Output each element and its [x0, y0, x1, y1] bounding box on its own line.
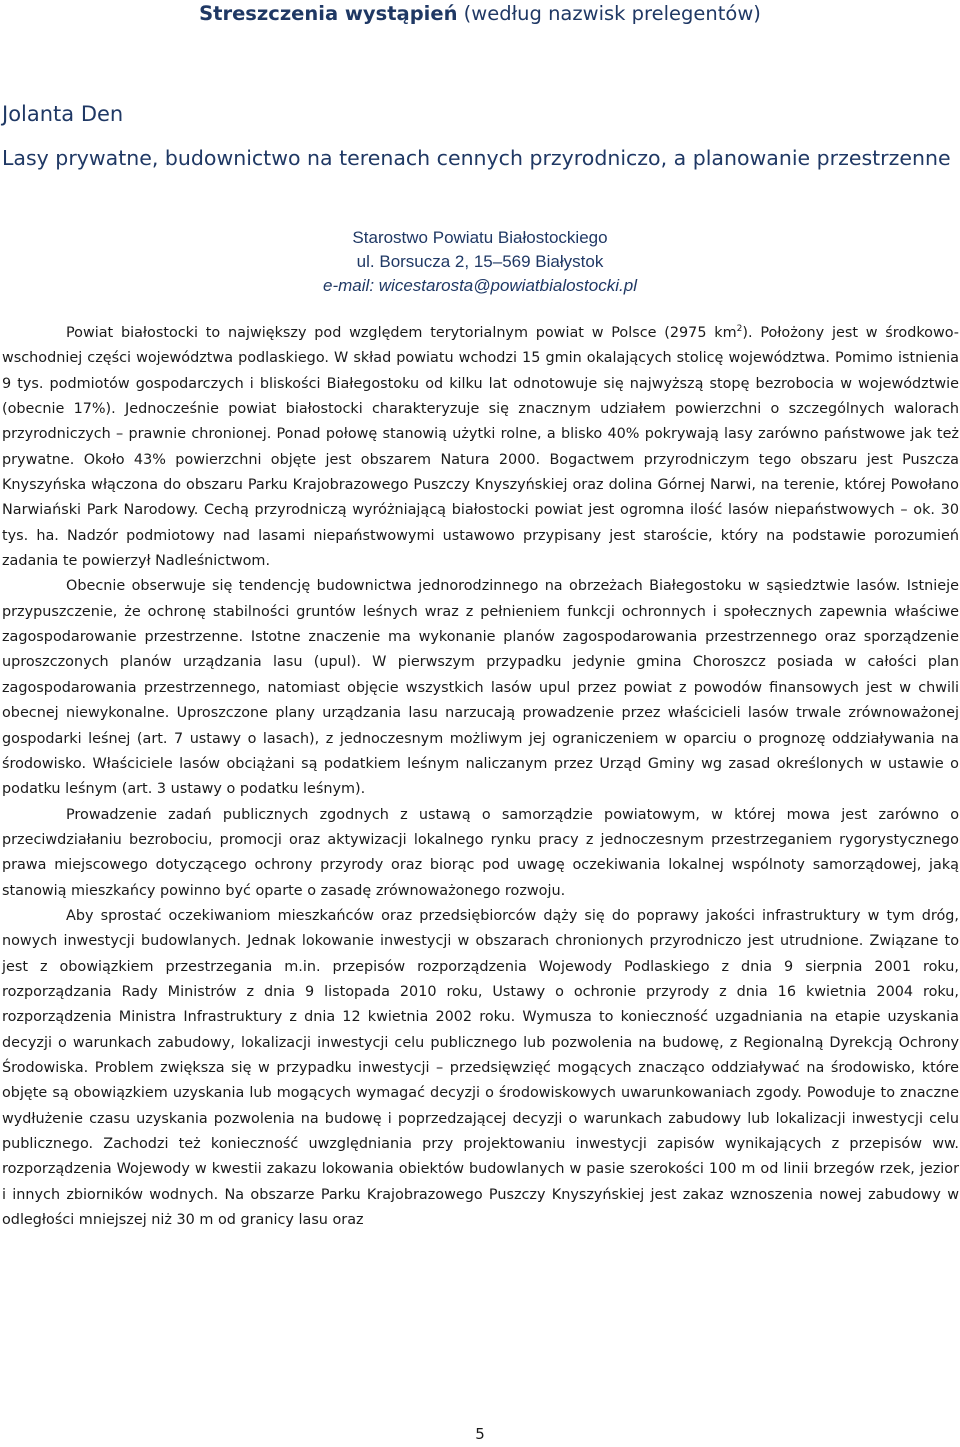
affiliation-address: ul. Borsucza 2, 15–569 Białystok: [356, 252, 604, 271]
page-number: 5: [475, 1425, 485, 1443]
section-heading-rest: (według nazwisk prelegentów): [457, 2, 761, 25]
paragraph-3: Prowadzenie zadań publicznych zgodnych z ustawą o samorządzie powiatowym, w której mowa jest zarówno o przeciwdziałaniu bezrobociu, promocji oraz aktywizacji lokalnego rynku pracy z jednoczesnym przestrzeganiem rygorystycznego prawa miejscowego dotyczącego ochrony przyrody oraz biorąc pod uwagę oczekiwania lokalnej wspólnoty samorządowej, jaką stanowią mieszkańcy powinno być oparte o zasadę zrównoważonego rozwoju.: [2, 806, 959, 899]
paragraph-1-text-a: Powiat białostocki to największy pod względem terytorialnym powiat w Polsce (2975 km: [66, 325, 737, 341]
paragraph-4: Aby sprostać oczekiwaniom mieszkańców oraz przedsiębiorców dąży się do poprawy jakości infrastruktury w tym dróg, nowych inwestycji budowlanych. Jednak lokowanie inwestycji w obszarach chronionych przyrodniczo jest utrudnione. Związane to jest z obowiązkiem przestrzegania m.in. przepisów rozporządzenia Wojewody Podlaskiego z dnia 9 sierpnia 2001 roku, rozporządzania Rady Ministrów z dnia 9 listopada 2010 roku, Ustawy o ochronie przyrody z dnia 16 kwietnia 2004 roku, rozporządzenia Ministra Infrastruktury z dnia 12 kwietnia 2002 roku. Wymusza to konieczność uzgadniania na etapie uzyskania decyzji o warunkach zabudowy, lokalizacji inwestycji celu publicznego lub pozwolenia na budowę, z Regionalną Dyrekcją Ochrony Środowiska. Problem zwiększa się w przypadku inwestycji – przedsięwzięć mogących znacząco oddziaływać na środowisko, które objęte są obowiązkiem uzyskania lub mogących wymagać decyzji o środowiskowych uwarunkowaniach zgody. Powoduje to znaczne wydłużenie czasu uzyskania pozwolenia na budowę i poprzedzającej decyzji o warunkach zabudowy lub lokalizacji inwestycji celu publicznego. Zachodzi też konieczność uwzględniania przy projektowaniu inwestycji zapisów wynikających z przepisów ww. rozporządzenia Wojewody w kwestii zakazu lokowania obiektów budowlanych w pasie szerokości 100 m od linii brzegów rzek, jezior i innych zbiorników wodnych. Na obszarze Parku Krajobrazowego Puszczy Knyszyńskiej jest zakaz wznoszenia nowej zabudowy w odległości mniejszej niż 30 m od granicy lasu oraz: [2, 907, 959, 1229]
affiliation-email: e-mail: wicestarosta@powiatbialostocki.pl: [323, 276, 637, 295]
section-heading-bold: Streszczenia wystąpień: [199, 2, 458, 25]
affiliation-block: [0, 226, 960, 298]
superscript-2: 2: [736, 324, 743, 335]
section-heading: [0, 2, 960, 26]
paragraph-1-text-b: ). Położony jest w środkowo-wschodniej części województwa podlaskiego. W skład powiatu wchodzi 15 gmin okalających stolicę województwa. Pomimo istnienia 9 tys. podmiotów gospodarczych i bliskości Białegostoku od kilku lat odnotowuje się najwyższą stopę bezrobocia w województwie (obecnie 17%). Jednocześnie powiat białostocki charakteryzuje się znacznym udziałem powierzchni o szczególnych walorach przyrodniczych – prawnie chronionej. Ponad połowę stanowią użytki rolne, a blisko 40% pokrywają lasy zarówno państwowe jak też prywatne. Około 43% powierzchni objęte jest obszarem Natura 2000. Bogactwem przyrodniczym tego obszaru jest Puszcza Knyszyńska włączona do obszaru Parku Krajobrazowego Puszczy Knyszyńskiej oraz dolina Górnej Narwi, na terenie, której Powołano Narwiański Park Narodowy. Cechą przyrodniczą wyróżniającą białostocki powiat jest ogromna ilość lasów niepaństwowych – ok. 30 tys. ha. Nadzór podmiotowy nad lasami niepaństwowymi ustawowo przypisany jest staroście, który na podstawie porozumień zadania te powierzył Nadleśnictwom.: [2, 325, 959, 570]
talk-title: Lasy prywatne, budownictwo na terenach cennych przyrodniczo, a planowanie przestrzenne: [2, 146, 951, 170]
paragraph-2: Obecnie obserwuje się tendencję budownictwa jednorodzinnego na obrzeżach Białegostoku w sąsiedztwie lasów. Istnieje przypuszczenie, że ochronę stabilności gruntów leśnych wraz z pełnieniem funkcji ochronnych i społecznych zapewnia właściwe zagospodarowanie przestrzenne. Istotne znaczenie ma wykonanie planów zagospodarowania przestrzennego oraz sporządzenie uproszczonych planów urządzania lasu (upul). W pierwszym przypadku jedynie gmina Choroszcz posiada w całości plan zagospodarowania przestrzennego, natomiast objęcie wszystkich lasów upul przez powiat z powodów finansowych jest w chwili obecnej niewykonalne. Uproszczone plany urządzania lasu narzucają prowadzenie przez właścicieli lasów trwale zrównoważonej gospodarki leśnej (art. 7 ustawy o lasach), z jednoczesnym możliwym jej ograniczeniem w oparciu o prognozę oddziaływania na środowisko. Właściciele lasów obciążani są podatkiem leśnym naliczanym przez Urząd Gminy wg zasad określonych w ustawie o podatku leśnym (art. 3 ustawy o podatku leśnym).: [2, 578, 959, 798]
abstract-body: [2, 321, 959, 1233]
author-name: Jolanta Den: [2, 102, 124, 126]
affiliation-institution: Starostwo Powiatu Białostockiego: [352, 228, 608, 247]
paragraph-1: [2, 321, 959, 574]
